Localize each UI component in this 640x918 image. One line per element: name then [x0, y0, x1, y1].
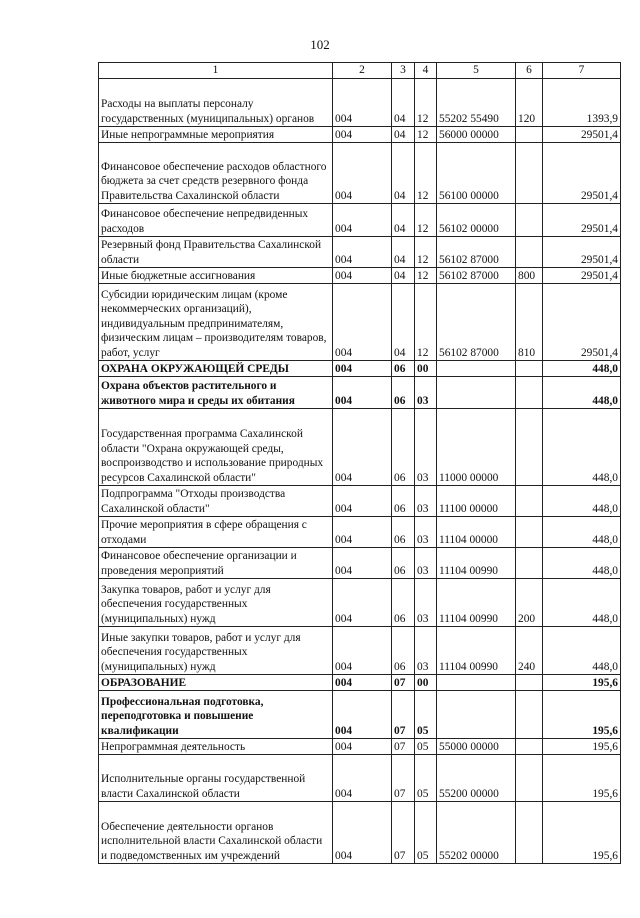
page-number: 102: [310, 37, 330, 52]
table-row: [99, 486, 621, 517]
row-target-article-cell: 11104 00990: [437, 627, 516, 675]
row-ministry-code-cell: 004: [333, 409, 392, 486]
row-subsection-code-cell: 00: [415, 675, 437, 691]
row-expense-type-cell: [516, 548, 543, 579]
row-subsection-code-cell: 12: [415, 284, 437, 361]
row-expense-type-cell: [516, 802, 543, 864]
row-target-article-cell: 11100 00000: [437, 486, 516, 517]
table-row: [99, 79, 621, 127]
row-section-code-cell: 07: [392, 691, 415, 739]
row-target-article-cell: [437, 377, 516, 409]
row-expense-type-cell: 200: [516, 579, 543, 627]
row-subsection-code-cell: 03: [415, 548, 437, 579]
row-target-article-cell: 56102 87000: [437, 268, 516, 284]
row-expense-type-cell: [516, 691, 543, 739]
row-target-article-cell: [437, 361, 516, 377]
table-row: [99, 204, 621, 237]
row-expense-type-cell: [516, 755, 543, 802]
row-ministry-code-cell: 004: [333, 755, 392, 802]
row-name-cell: Расходы на выплаты персоналу государственных (муниципальных) органов: [99, 79, 333, 127]
table-row: [99, 548, 621, 579]
row-expense-type-cell: 240: [516, 627, 543, 675]
row-section-code-cell: 04: [392, 237, 415, 268]
row-subsection-code-cell: 00: [415, 361, 437, 377]
row-ministry-code-cell: 004: [333, 691, 392, 739]
row-name-cell: Обеспечение деятельности органов исполнительной власти Сахалинской области и подведомственных им учреждений: [99, 802, 333, 864]
table-row: [99, 409, 621, 486]
row-name-cell: Прочие мероприятия в сфере обращения с отходами: [99, 517, 333, 548]
table-row: [99, 517, 621, 548]
row-ministry-code-cell: 004: [333, 79, 392, 127]
row-ministry-code-cell: 004: [333, 127, 392, 143]
table-row: [99, 579, 621, 627]
row-section-code-cell: 06: [392, 548, 415, 579]
row-ministry-code-cell: 004: [333, 579, 392, 627]
table-row: [99, 127, 621, 143]
row-sum-cell: 29501,4: [543, 284, 621, 361]
row-name-cell: Непрограммная деятельность: [99, 739, 333, 755]
row-sum-cell: 29501,4: [543, 204, 621, 237]
row-subsection-code-cell: 03: [415, 377, 437, 409]
row-section-code-cell: 06: [392, 361, 415, 377]
row-section-code-cell: 06: [392, 579, 415, 627]
row-sum-cell: 195,6: [543, 675, 621, 691]
row-ministry-code-cell: 004: [333, 486, 392, 517]
row-target-article-cell: 56000 00000: [437, 127, 516, 143]
row-name-cell: Государственная программа Сахалинской области "Охрана окружающей среды, воспроизводство и использование природных ресурсов Сахалинской области": [99, 409, 333, 486]
row-expense-type-cell: 120: [516, 79, 543, 127]
row-subsection-code-cell: 12: [415, 143, 437, 204]
col-header-5: 5: [437, 63, 516, 79]
row-ministry-code-cell: 004: [333, 627, 392, 675]
row-sum-cell: 29501,4: [543, 143, 621, 204]
row-subsection-code-cell: 03: [415, 486, 437, 517]
row-section-code-cell: 04: [392, 284, 415, 361]
row-target-article-cell: 55202 55490: [437, 79, 516, 127]
table-row: [99, 143, 621, 204]
row-sum-cell: 448,0: [543, 627, 621, 675]
row-ministry-code-cell: 004: [333, 284, 392, 361]
col-header-3: 3: [392, 63, 415, 79]
row-ministry-code-cell: 004: [333, 517, 392, 548]
table-row: [99, 739, 621, 755]
row-sum-cell: 195,6: [543, 802, 621, 864]
row-subsection-code-cell: 12: [415, 268, 437, 284]
row-ministry-code-cell: 004: [333, 204, 392, 237]
row-expense-type-cell: [516, 377, 543, 409]
row-expense-type-cell: 800: [516, 268, 543, 284]
row-target-article-cell: 56102 87000: [437, 284, 516, 361]
row-subsection-code-cell: 05: [415, 755, 437, 802]
row-expense-type-cell: [516, 739, 543, 755]
row-name-cell: Закупка товаров, работ и услуг для обеспечения государственных (муниципальных) нужд: [99, 579, 333, 627]
row-name-cell: Субсидии юридическим лицам (кроме некоммерческих организаций), индивидуальным предпринимателям, физическим лицам – производителям товаров, работ, услуг: [99, 284, 333, 361]
row-expense-type-cell: [516, 486, 543, 517]
row-section-code-cell: 07: [392, 755, 415, 802]
row-target-article-cell: 55200 00000: [437, 755, 516, 802]
col-header-7: 7: [543, 63, 621, 79]
row-section-code-cell: 06: [392, 517, 415, 548]
table-header-row: [99, 63, 621, 79]
row-name-cell: Иные бюджетные ассигнования: [99, 268, 333, 284]
row-sum-cell: 29501,4: [543, 268, 621, 284]
row-section-code-cell: 04: [392, 268, 415, 284]
row-ministry-code-cell: 004: [333, 548, 392, 579]
row-subsection-code-cell: 03: [415, 627, 437, 675]
row-section-code-cell: 06: [392, 627, 415, 675]
row-sum-cell: 195,6: [543, 691, 621, 739]
table-row: [99, 675, 621, 691]
row-target-article-cell: 11104 00990: [437, 548, 516, 579]
row-expense-type-cell: [516, 409, 543, 486]
row-target-article-cell: 55000 00000: [437, 739, 516, 755]
row-subsection-code-cell: 05: [415, 739, 437, 755]
row-subsection-code-cell: 05: [415, 802, 437, 864]
row-name-cell: Охрана объектов растительного и животного мира и среды их обитания: [99, 377, 333, 409]
row-expense-type-cell: [516, 204, 543, 237]
row-section-code-cell: 06: [392, 409, 415, 486]
col-header-2: 2: [333, 63, 392, 79]
row-subsection-code-cell: 12: [415, 127, 437, 143]
col-header-4: 4: [415, 63, 437, 79]
row-sum-cell: 448,0: [543, 517, 621, 548]
row-name-cell: ОХРАНА ОКРУЖАЮЩЕЙ СРЕДЫ: [99, 361, 333, 377]
row-sum-cell: 195,6: [543, 739, 621, 755]
row-expense-type-cell: [516, 675, 543, 691]
row-target-article-cell: [437, 675, 516, 691]
row-name-cell: Исполнительные органы государственной власти Сахалинской области: [99, 755, 333, 802]
row-target-article-cell: 55202 00000: [437, 802, 516, 864]
row-expense-type-cell: [516, 361, 543, 377]
table-row: [99, 284, 621, 361]
row-name-cell: Резервный фонд Правительства Сахалинской области: [99, 237, 333, 268]
table-row: [99, 691, 621, 739]
row-target-article-cell: [437, 691, 516, 739]
row-name-cell: Финансовое обеспечение организации и проведения мероприятий: [99, 548, 333, 579]
row-target-article-cell: 56100 00000: [437, 143, 516, 204]
col-header-1: 1: [99, 63, 333, 79]
row-sum-cell: 29501,4: [543, 237, 621, 268]
row-subsection-code-cell: 03: [415, 409, 437, 486]
row-section-code-cell: 04: [392, 79, 415, 127]
row-subsection-code-cell: 12: [415, 79, 437, 127]
table-row: [99, 361, 621, 377]
row-ministry-code-cell: 004: [333, 237, 392, 268]
row-name-cell: Финансовое обеспечение непредвиденных расходов: [99, 204, 333, 237]
row-section-code-cell: 07: [392, 675, 415, 691]
row-ministry-code-cell: 004: [333, 143, 392, 204]
row-sum-cell: 448,0: [543, 548, 621, 579]
table-row: [99, 755, 621, 802]
table-row: [99, 268, 621, 284]
row-expense-type-cell: 810: [516, 284, 543, 361]
row-name-cell: Иные закупки товаров, работ и услуг для обеспечения государственных (муниципальных) нужд: [99, 627, 333, 675]
row-ministry-code-cell: 004: [333, 377, 392, 409]
row-expense-type-cell: [516, 237, 543, 268]
row-section-code-cell: 06: [392, 377, 415, 409]
row-target-article-cell: 11000 00000: [437, 409, 516, 486]
row-sum-cell: 448,0: [543, 377, 621, 409]
row-sum-cell: 448,0: [543, 409, 621, 486]
row-section-code-cell: 07: [392, 802, 415, 864]
row-subsection-code-cell: 03: [415, 517, 437, 548]
row-sum-cell: 448,0: [543, 361, 621, 377]
row-sum-cell: 195,6: [543, 755, 621, 802]
row-target-article-cell: 56102 00000: [437, 204, 516, 237]
row-sum-cell: 29501,4: [543, 127, 621, 143]
row-name-cell: Подпрограмма "Отходы производства Сахалинской области": [99, 486, 333, 517]
row-name-cell: Иные непрограммные мероприятия: [99, 127, 333, 143]
row-subsection-code-cell: 03: [415, 579, 437, 627]
row-section-code-cell: 04: [392, 204, 415, 237]
row-ministry-code-cell: 004: [333, 268, 392, 284]
col-header-6: 6: [516, 63, 543, 79]
table-row: [99, 802, 621, 864]
row-target-article-cell: 11104 00990: [437, 579, 516, 627]
row-ministry-code-cell: 004: [333, 361, 392, 377]
row-ministry-code-cell: 004: [333, 739, 392, 755]
row-sum-cell: 1393,9: [543, 79, 621, 127]
row-section-code-cell: 06: [392, 486, 415, 517]
row-subsection-code-cell: 05: [415, 691, 437, 739]
row-section-code-cell: 04: [392, 143, 415, 204]
row-expense-type-cell: [516, 127, 543, 143]
row-subsection-code-cell: 12: [415, 237, 437, 268]
row-section-code-cell: 04: [392, 127, 415, 143]
table-row: [99, 627, 621, 675]
budget-table: [98, 62, 621, 864]
row-subsection-code-cell: 12: [415, 204, 437, 237]
row-ministry-code-cell: 004: [333, 675, 392, 691]
row-sum-cell: 448,0: [543, 579, 621, 627]
table-row: [99, 237, 621, 268]
row-target-article-cell: 11104 00000: [437, 517, 516, 548]
table-row: [99, 377, 621, 409]
row-sum-cell: 448,0: [543, 486, 621, 517]
row-target-article-cell: 56102 87000: [437, 237, 516, 268]
row-ministry-code-cell: 004: [333, 802, 392, 864]
row-section-code-cell: 07: [392, 739, 415, 755]
row-expense-type-cell: [516, 517, 543, 548]
row-expense-type-cell: [516, 143, 543, 204]
row-name-cell: Финансовое обеспечение расходов областного бюджета за счет средств резервного фонда Правительства Сахалинской области: [99, 143, 333, 204]
row-name-cell: ОБРАЗОВАНИЕ: [99, 675, 333, 691]
row-name-cell: Профессиональная подготовка, переподготовка и повышение квалификации: [99, 691, 333, 739]
